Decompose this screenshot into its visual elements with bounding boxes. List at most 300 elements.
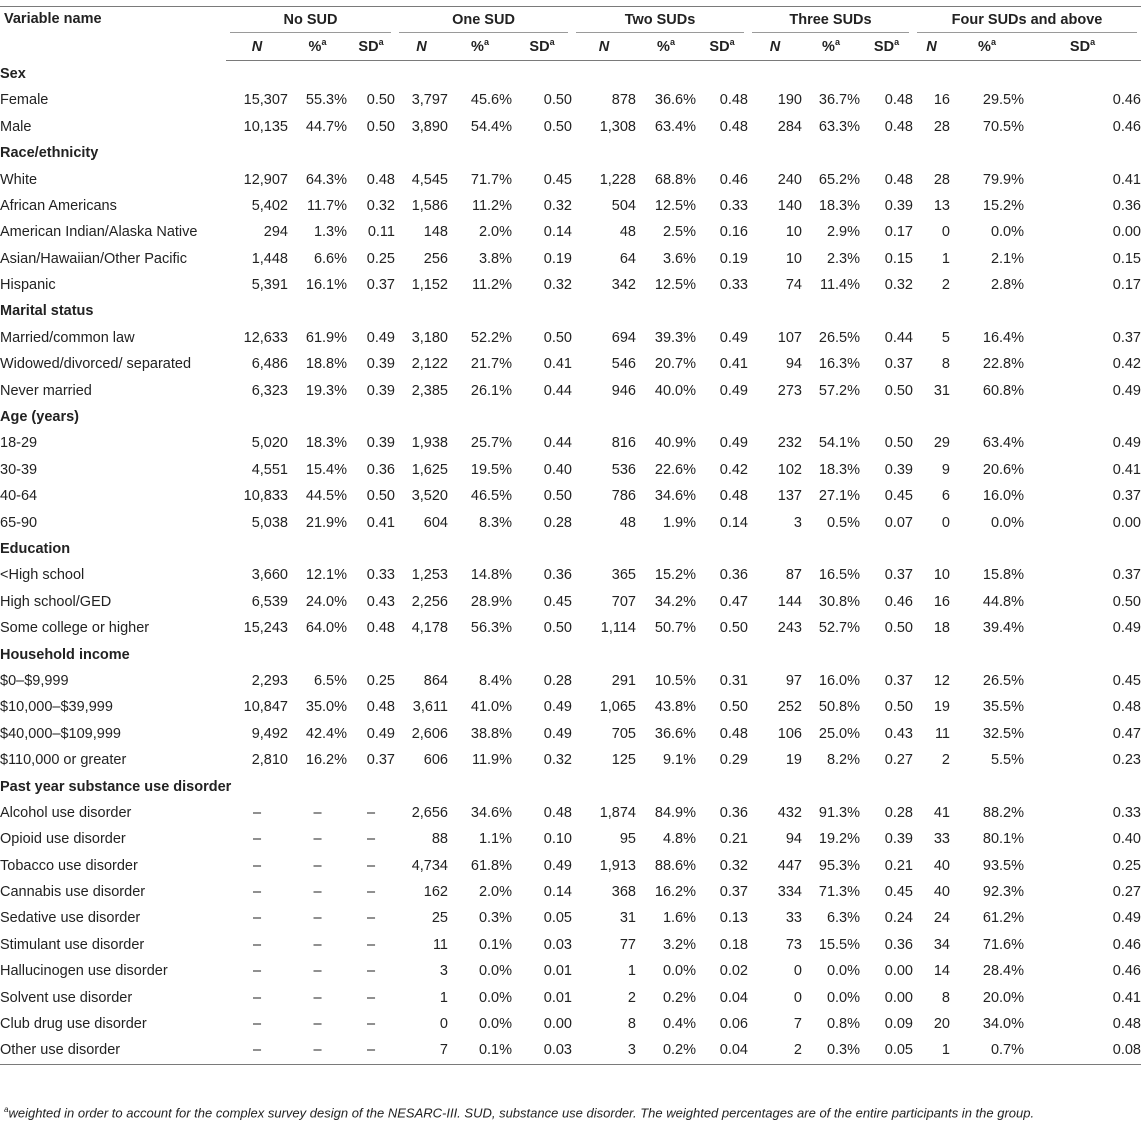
- table-cell: 342: [611, 277, 636, 294]
- table-cell: 368: [611, 884, 636, 901]
- table-cell: 0.17: [884, 224, 913, 241]
- table-cell: 0.0%: [662, 963, 696, 980]
- section-row: [0, 60, 1141, 87]
- table-cell: 0.23: [1112, 752, 1141, 769]
- table-cell: 365: [611, 567, 636, 584]
- table-cell: 97: [785, 672, 802, 689]
- table-cell: 0.50: [366, 488, 395, 505]
- row-label: High school/GED: [0, 593, 112, 610]
- table-cell: 0.50: [543, 92, 572, 109]
- table-cell: 707: [611, 593, 636, 610]
- subcol-header: [802, 33, 860, 60]
- table-cell: 604: [423, 514, 448, 531]
- table-cell: 0.25: [366, 672, 395, 689]
- table-cell: 0.05: [860, 1037, 913, 1064]
- table-cell: 8: [941, 989, 950, 1006]
- table-cell: 2: [627, 989, 636, 1006]
- table-cell: 1,448: [251, 250, 288, 267]
- subcol-header-label: SD: [709, 38, 730, 55]
- table-cell: 73: [785, 936, 802, 953]
- table-cell: 0.43: [884, 725, 913, 742]
- table-cell: 6.6%: [313, 250, 347, 267]
- table-row: [0, 694, 1141, 720]
- table-cell: 0.36: [366, 461, 395, 478]
- table-cell: 243: [777, 620, 802, 637]
- table-cell: 6,323: [251, 382, 288, 399]
- table-cell: 54.4%: [470, 118, 512, 135]
- table-row: [0, 589, 1141, 615]
- table-cell: 95: [619, 831, 636, 848]
- table-cell: 0.48: [719, 725, 748, 742]
- table-cell: 6.3%: [826, 910, 860, 927]
- table-cell: 140: [777, 197, 802, 214]
- table-cell: 0.25: [1112, 857, 1141, 874]
- table-cell: 88: [431, 831, 448, 848]
- table-cell: 15.5%: [818, 936, 860, 953]
- table-cell: –: [252, 884, 262, 901]
- table-cell: 10,833: [243, 488, 288, 505]
- table-cell: 1.3%: [313, 224, 347, 241]
- table-cell: 1: [439, 989, 448, 1006]
- table-cell: 0.3%: [478, 910, 512, 927]
- table-cell: 0.17: [1112, 277, 1141, 294]
- subcol-header-label: %: [822, 38, 835, 55]
- table-cell: 0.49: [543, 725, 572, 742]
- table-cell: 0.41: [543, 356, 572, 373]
- table-cell: 18.3%: [818, 461, 860, 478]
- table-cell: 64.3%: [305, 171, 347, 188]
- table-cell: –: [313, 831, 322, 848]
- table-cell: 0.32: [719, 857, 748, 874]
- table-cell: 102: [777, 461, 802, 478]
- table-cell: 40.9%: [654, 435, 696, 452]
- row-label: 30-39: [0, 461, 38, 478]
- table-cell: 2.0%: [478, 224, 512, 241]
- table-cell: 16: [933, 92, 950, 109]
- table-cell: 0.41: [1112, 461, 1141, 478]
- table-cell: 2.3%: [826, 250, 860, 267]
- table-row: [0, 615, 1141, 641]
- table-cell: 0.36: [719, 567, 748, 584]
- table-cell: 946: [611, 382, 636, 399]
- table-cell: 2,810: [251, 752, 288, 769]
- table-cell: –: [366, 936, 376, 953]
- table-cell: 0.13: [719, 910, 748, 927]
- table-cell: 0.0%: [826, 963, 860, 980]
- subcol-header-sup: a: [894, 36, 900, 47]
- row-label: Club drug use disorder: [0, 1016, 147, 1033]
- table-cell: 36.7%: [818, 92, 860, 109]
- table-cell: 2,256: [411, 593, 448, 610]
- row-label: African Americans: [0, 197, 117, 214]
- table-cell: 0.25: [366, 250, 395, 267]
- table-cell: 29.5%: [982, 92, 1024, 109]
- table-cell: 12.5%: [654, 277, 696, 294]
- table-cell: 28.9%: [470, 593, 512, 610]
- table-cell: 0.00: [884, 963, 913, 980]
- table-cell: 0.1%: [478, 936, 512, 953]
- table-cell: 22.6%: [654, 461, 696, 478]
- table-cell: 18: [933, 620, 950, 637]
- table-cell: 0.48: [884, 171, 913, 188]
- table-cell: 52.2%: [470, 329, 512, 346]
- table-body: [0, 60, 1141, 1064]
- table-cell: 0.48: [366, 699, 395, 716]
- table-cell: 13: [933, 197, 950, 214]
- table-row: [0, 193, 1141, 219]
- table-cell: 30.8%: [818, 593, 860, 610]
- table-cell: 87: [785, 567, 802, 584]
- table-cell: 16.0%: [818, 672, 860, 689]
- subcol-header-label: SD: [873, 38, 895, 55]
- table-cell: 10.5%: [654, 672, 696, 689]
- table-row: [0, 668, 1141, 694]
- table-cell: –: [366, 989, 376, 1006]
- subcol-header: [347, 33, 395, 60]
- table-cell: 0.33: [719, 197, 748, 214]
- table-cell: 33: [933, 831, 950, 848]
- table-cell: 0.41: [366, 514, 395, 531]
- table-cell: 29: [933, 435, 950, 452]
- table-cell: 0.00: [1112, 514, 1141, 531]
- table-cell: 19.2%: [818, 831, 860, 848]
- table-cell: 0.03: [543, 936, 572, 953]
- table-cell: 0.14: [543, 224, 572, 241]
- table-cell: 0.0%: [478, 989, 512, 1006]
- row-label: White: [0, 171, 38, 188]
- table-cell: 2.9%: [826, 224, 860, 241]
- table-cell: 0.32: [543, 197, 572, 214]
- table-cell: 0.43: [366, 593, 395, 610]
- table-cell: 162: [423, 884, 448, 901]
- subcol-header: [572, 33, 636, 60]
- subcol-header-label: %: [978, 38, 991, 55]
- subcol-header-sup: a: [483, 36, 489, 47]
- table-cell: 20.6%: [982, 461, 1024, 478]
- table-cell: 14: [933, 963, 950, 980]
- table-cell: –: [366, 910, 376, 927]
- table-cell: 63.4%: [654, 118, 696, 135]
- table-cell: 0.49: [543, 699, 572, 716]
- row-label: 40-64: [0, 488, 38, 505]
- subcol-header: [288, 33, 347, 60]
- table-cell: 15.2%: [654, 567, 696, 584]
- table-cell: –: [366, 884, 376, 901]
- table-cell: 0.2%: [636, 1037, 696, 1064]
- table-cell: 0.1%: [448, 1037, 512, 1064]
- table-cell: 16: [933, 593, 950, 610]
- row-label: Sedative use disorder: [0, 910, 141, 927]
- table-cell: 125: [611, 752, 636, 769]
- header-group-row: [0, 7, 1141, 34]
- section-title: Past year substance use disorder: [0, 778, 232, 795]
- table-cell: 6,539: [251, 593, 288, 610]
- group-header-two-suds: Two SUDs: [572, 7, 748, 34]
- table-cell: 48: [619, 514, 636, 531]
- table-cell: 52.7%: [818, 620, 860, 637]
- table-cell: 0.48: [366, 620, 395, 637]
- table-cell: 36.6%: [654, 725, 696, 742]
- table-cell: 0.45: [1112, 672, 1141, 689]
- table-cell: 786: [611, 488, 636, 505]
- table-cell: 1,938: [411, 435, 448, 452]
- section-title: Sex: [0, 65, 26, 82]
- table-cell: 31: [933, 382, 950, 399]
- subcol-header: [696, 33, 748, 60]
- table-row: [0, 905, 1141, 931]
- table-row: [0, 483, 1141, 509]
- table-cell: 0.06: [719, 1016, 748, 1033]
- subcol-header: [395, 33, 448, 60]
- table-cell: 12,633: [243, 329, 288, 346]
- subcol-header-label: %: [471, 38, 484, 55]
- table-cell: 95.3%: [818, 857, 860, 874]
- table-cell: 0.49: [366, 725, 395, 742]
- table-cell: 34.6%: [654, 488, 696, 505]
- table-cell: 3.2%: [662, 936, 696, 953]
- table-cell: 10: [785, 224, 802, 241]
- table-cell: 0.46: [1112, 118, 1141, 135]
- table-cell: 21.7%: [470, 356, 512, 373]
- table-cell: 39.3%: [654, 329, 696, 346]
- row-label: Tobacco use disorder: [0, 857, 138, 874]
- table-cell: 0.36: [1112, 197, 1141, 214]
- table-cell: 0.45: [543, 593, 572, 610]
- table-cell: 5.5%: [990, 752, 1024, 769]
- table-cell: 0.32: [543, 752, 572, 769]
- table-cell: 0.07: [884, 514, 913, 531]
- table-cell: 65.2%: [818, 171, 860, 188]
- table-cell: 0.33: [719, 277, 748, 294]
- table-cell: –: [366, 831, 376, 848]
- table-cell: 4,178: [411, 620, 448, 637]
- table-cell: 0.50: [543, 488, 572, 505]
- table-cell: 0.37: [366, 277, 395, 294]
- table-cell: 6: [941, 488, 950, 505]
- table-cell: 190: [777, 92, 802, 109]
- table-cell: 32.5%: [982, 725, 1024, 742]
- table-cell: 8.2%: [826, 752, 860, 769]
- table-cell: 8.3%: [478, 514, 512, 531]
- table-row: [0, 1011, 1141, 1037]
- table-cell: 0.48: [366, 171, 395, 188]
- table-cell: 0.44: [884, 329, 913, 346]
- table-cell: 15.2%: [982, 197, 1024, 214]
- table-cell: –: [252, 857, 262, 874]
- table-cell: 93.5%: [982, 857, 1024, 874]
- table-cell: 252: [777, 699, 802, 716]
- table-cell: 10: [785, 250, 802, 267]
- table-cell: 0.3%: [802, 1037, 860, 1064]
- table-cell: –: [366, 804, 376, 821]
- table-cell: 1,308: [599, 118, 636, 135]
- table-cell: 0.46: [884, 593, 913, 610]
- table-cell: 16.2%: [654, 884, 696, 901]
- section-row: [0, 140, 1141, 166]
- table-cell: –: [313, 963, 322, 980]
- table-cell: 0.41: [1112, 171, 1141, 188]
- table-cell: 70.5%: [982, 118, 1024, 135]
- table-cell: 3,797: [411, 92, 448, 109]
- table-row: [0, 114, 1141, 140]
- table-cell: 0.50: [366, 118, 395, 135]
- table-cell: 878: [611, 92, 636, 109]
- table-cell: 816: [611, 435, 636, 452]
- subcol-header-sup: a: [990, 36, 996, 47]
- table-cell: 0.0%: [478, 963, 512, 980]
- section-title: Marital status: [0, 303, 94, 320]
- table-cell: 94: [785, 356, 802, 373]
- subcol-header-sup: a: [669, 36, 675, 47]
- table-cell: 0.32: [366, 197, 395, 214]
- table-cell: 3: [439, 963, 448, 980]
- table-cell: 0.01: [543, 963, 572, 980]
- row-label: Opioid use disorder: [0, 831, 126, 848]
- table-cell: 0.19: [719, 250, 748, 267]
- table-cell: 0.49: [719, 382, 748, 399]
- section-row: [0, 641, 1141, 667]
- table-cell: 45.6%: [470, 92, 512, 109]
- table-cell: 137: [777, 488, 802, 505]
- table-cell: 0.27: [1112, 884, 1141, 901]
- table-cell: 19: [933, 699, 950, 716]
- footnote-mark: a: [4, 1105, 9, 1114]
- subcol-header-sup: a: [1090, 36, 1096, 47]
- section-title: Education: [0, 541, 71, 557]
- table-cell: 232: [777, 435, 802, 452]
- table-row: [0, 246, 1141, 272]
- table-cell: 1,874: [599, 804, 636, 821]
- table-row: [0, 457, 1141, 483]
- table-cell: 0.37: [1112, 488, 1141, 505]
- group-header-no-sud: No SUD: [226, 7, 395, 34]
- table-cell: –: [313, 910, 322, 927]
- table-cell: –: [313, 1016, 322, 1033]
- table-cell: –: [313, 884, 322, 901]
- subcol-header-label: SD: [1069, 38, 1091, 55]
- table-cell: 0.42: [1112, 356, 1141, 373]
- table-cell: 0.39: [366, 435, 395, 452]
- table-cell: 0.49: [543, 857, 572, 874]
- table-cell: 0.49: [719, 329, 748, 346]
- table-cell: 5: [941, 329, 950, 346]
- table-cell: 43.8%: [654, 699, 696, 716]
- table-cell: 22.8%: [982, 356, 1024, 373]
- table-cell: 0.39: [884, 197, 913, 214]
- table-cell: 57.2%: [818, 382, 860, 399]
- subcol-header-label: SD: [358, 38, 379, 55]
- subcol-header: [636, 33, 696, 60]
- table-cell: 63.4%: [982, 435, 1024, 452]
- table-cell: 2,656: [411, 804, 448, 821]
- table-cell: 284: [777, 118, 802, 135]
- row-label: Some college or higher: [0, 620, 150, 637]
- table-cell: 84.9%: [654, 804, 696, 821]
- table-cell: 0.28: [884, 804, 913, 821]
- table-cell: 1.1%: [478, 831, 512, 848]
- table-cell: 0.09: [884, 1016, 913, 1033]
- table-cell: 0.49: [1112, 435, 1141, 452]
- table-cell: 3,180: [411, 329, 448, 346]
- subcol-header: [1024, 33, 1141, 60]
- table-cell: 0.50: [719, 699, 748, 716]
- table-cell: 27.1%: [818, 488, 860, 505]
- table-cell: 4,545: [411, 171, 448, 188]
- table-cell: 2,293: [251, 672, 288, 689]
- row-label: American Indian/Alaska Native: [0, 224, 198, 241]
- table-cell: 0.02: [719, 963, 748, 980]
- table-cell: –: [288, 1037, 347, 1064]
- table-cell: 7: [395, 1037, 448, 1064]
- table-cell: 0.46: [719, 171, 748, 188]
- table-cell: 8: [941, 356, 950, 373]
- table-row: [0, 562, 1141, 588]
- table-cell: 12.1%: [305, 567, 347, 584]
- table-row: [0, 853, 1141, 879]
- table-cell: 0.0%: [990, 514, 1024, 531]
- table-cell: 2.5%: [662, 224, 696, 241]
- table-cell: 55.3%: [305, 92, 347, 109]
- table-cell: 0.47: [1112, 725, 1141, 742]
- subcol-header-label: N: [416, 38, 427, 55]
- table-row: [0, 984, 1141, 1010]
- table-cell: 15,243: [243, 620, 288, 637]
- table-cell: 24: [933, 910, 950, 927]
- table-cell: 0.39: [366, 356, 395, 373]
- table-cell: 694: [611, 329, 636, 346]
- table-cell: 447: [777, 857, 802, 874]
- subcol-header: [448, 33, 512, 60]
- table-cell: 5,020: [251, 435, 288, 452]
- table-cell: 0: [793, 989, 802, 1006]
- table-cell: 92.3%: [982, 884, 1024, 901]
- subcol-header: [913, 33, 950, 60]
- table-cell: 21.9%: [305, 514, 347, 531]
- section-title: Age (years): [0, 409, 79, 426]
- table-cell: 1,253: [411, 567, 448, 584]
- table-cell: 26.5%: [982, 672, 1024, 689]
- table-cell: 0.39: [366, 382, 395, 399]
- table-cell: 1,114: [600, 620, 636, 637]
- table-cell: 15.8%: [982, 567, 1024, 584]
- table-cell: 0.45: [884, 488, 913, 505]
- table-cell: 0.00: [543, 1016, 572, 1033]
- table-cell: 26.1%: [470, 382, 512, 399]
- variable-name-header: Variable name: [0, 7, 226, 61]
- table-cell: 0.50: [366, 92, 395, 109]
- table-cell: 1,913: [599, 857, 636, 874]
- table-cell: 2.0%: [478, 884, 512, 901]
- table-cell: 11: [432, 936, 448, 953]
- table-cell: 20: [933, 1016, 950, 1033]
- table-cell: 35.0%: [305, 699, 347, 716]
- table-cell: 0.37: [366, 752, 395, 769]
- table-cell: 536: [611, 461, 636, 478]
- table-cell: 0.33: [1112, 804, 1141, 821]
- table-cell: 2,385: [411, 382, 448, 399]
- table-cell: 3.6%: [662, 250, 696, 267]
- table-cell: 0.41: [719, 356, 748, 373]
- table-cell: 12: [933, 672, 950, 689]
- table-cell: 334: [777, 884, 802, 901]
- table-cell: 2: [941, 752, 950, 769]
- table-cell: 44.8%: [982, 593, 1024, 610]
- table-cell: 19.5%: [470, 461, 512, 478]
- table-cell: 16.1%: [305, 277, 347, 294]
- table-cell: 20.0%: [982, 989, 1024, 1006]
- table-cell: 28.4%: [982, 963, 1024, 980]
- table-cell: 0.47: [719, 593, 748, 610]
